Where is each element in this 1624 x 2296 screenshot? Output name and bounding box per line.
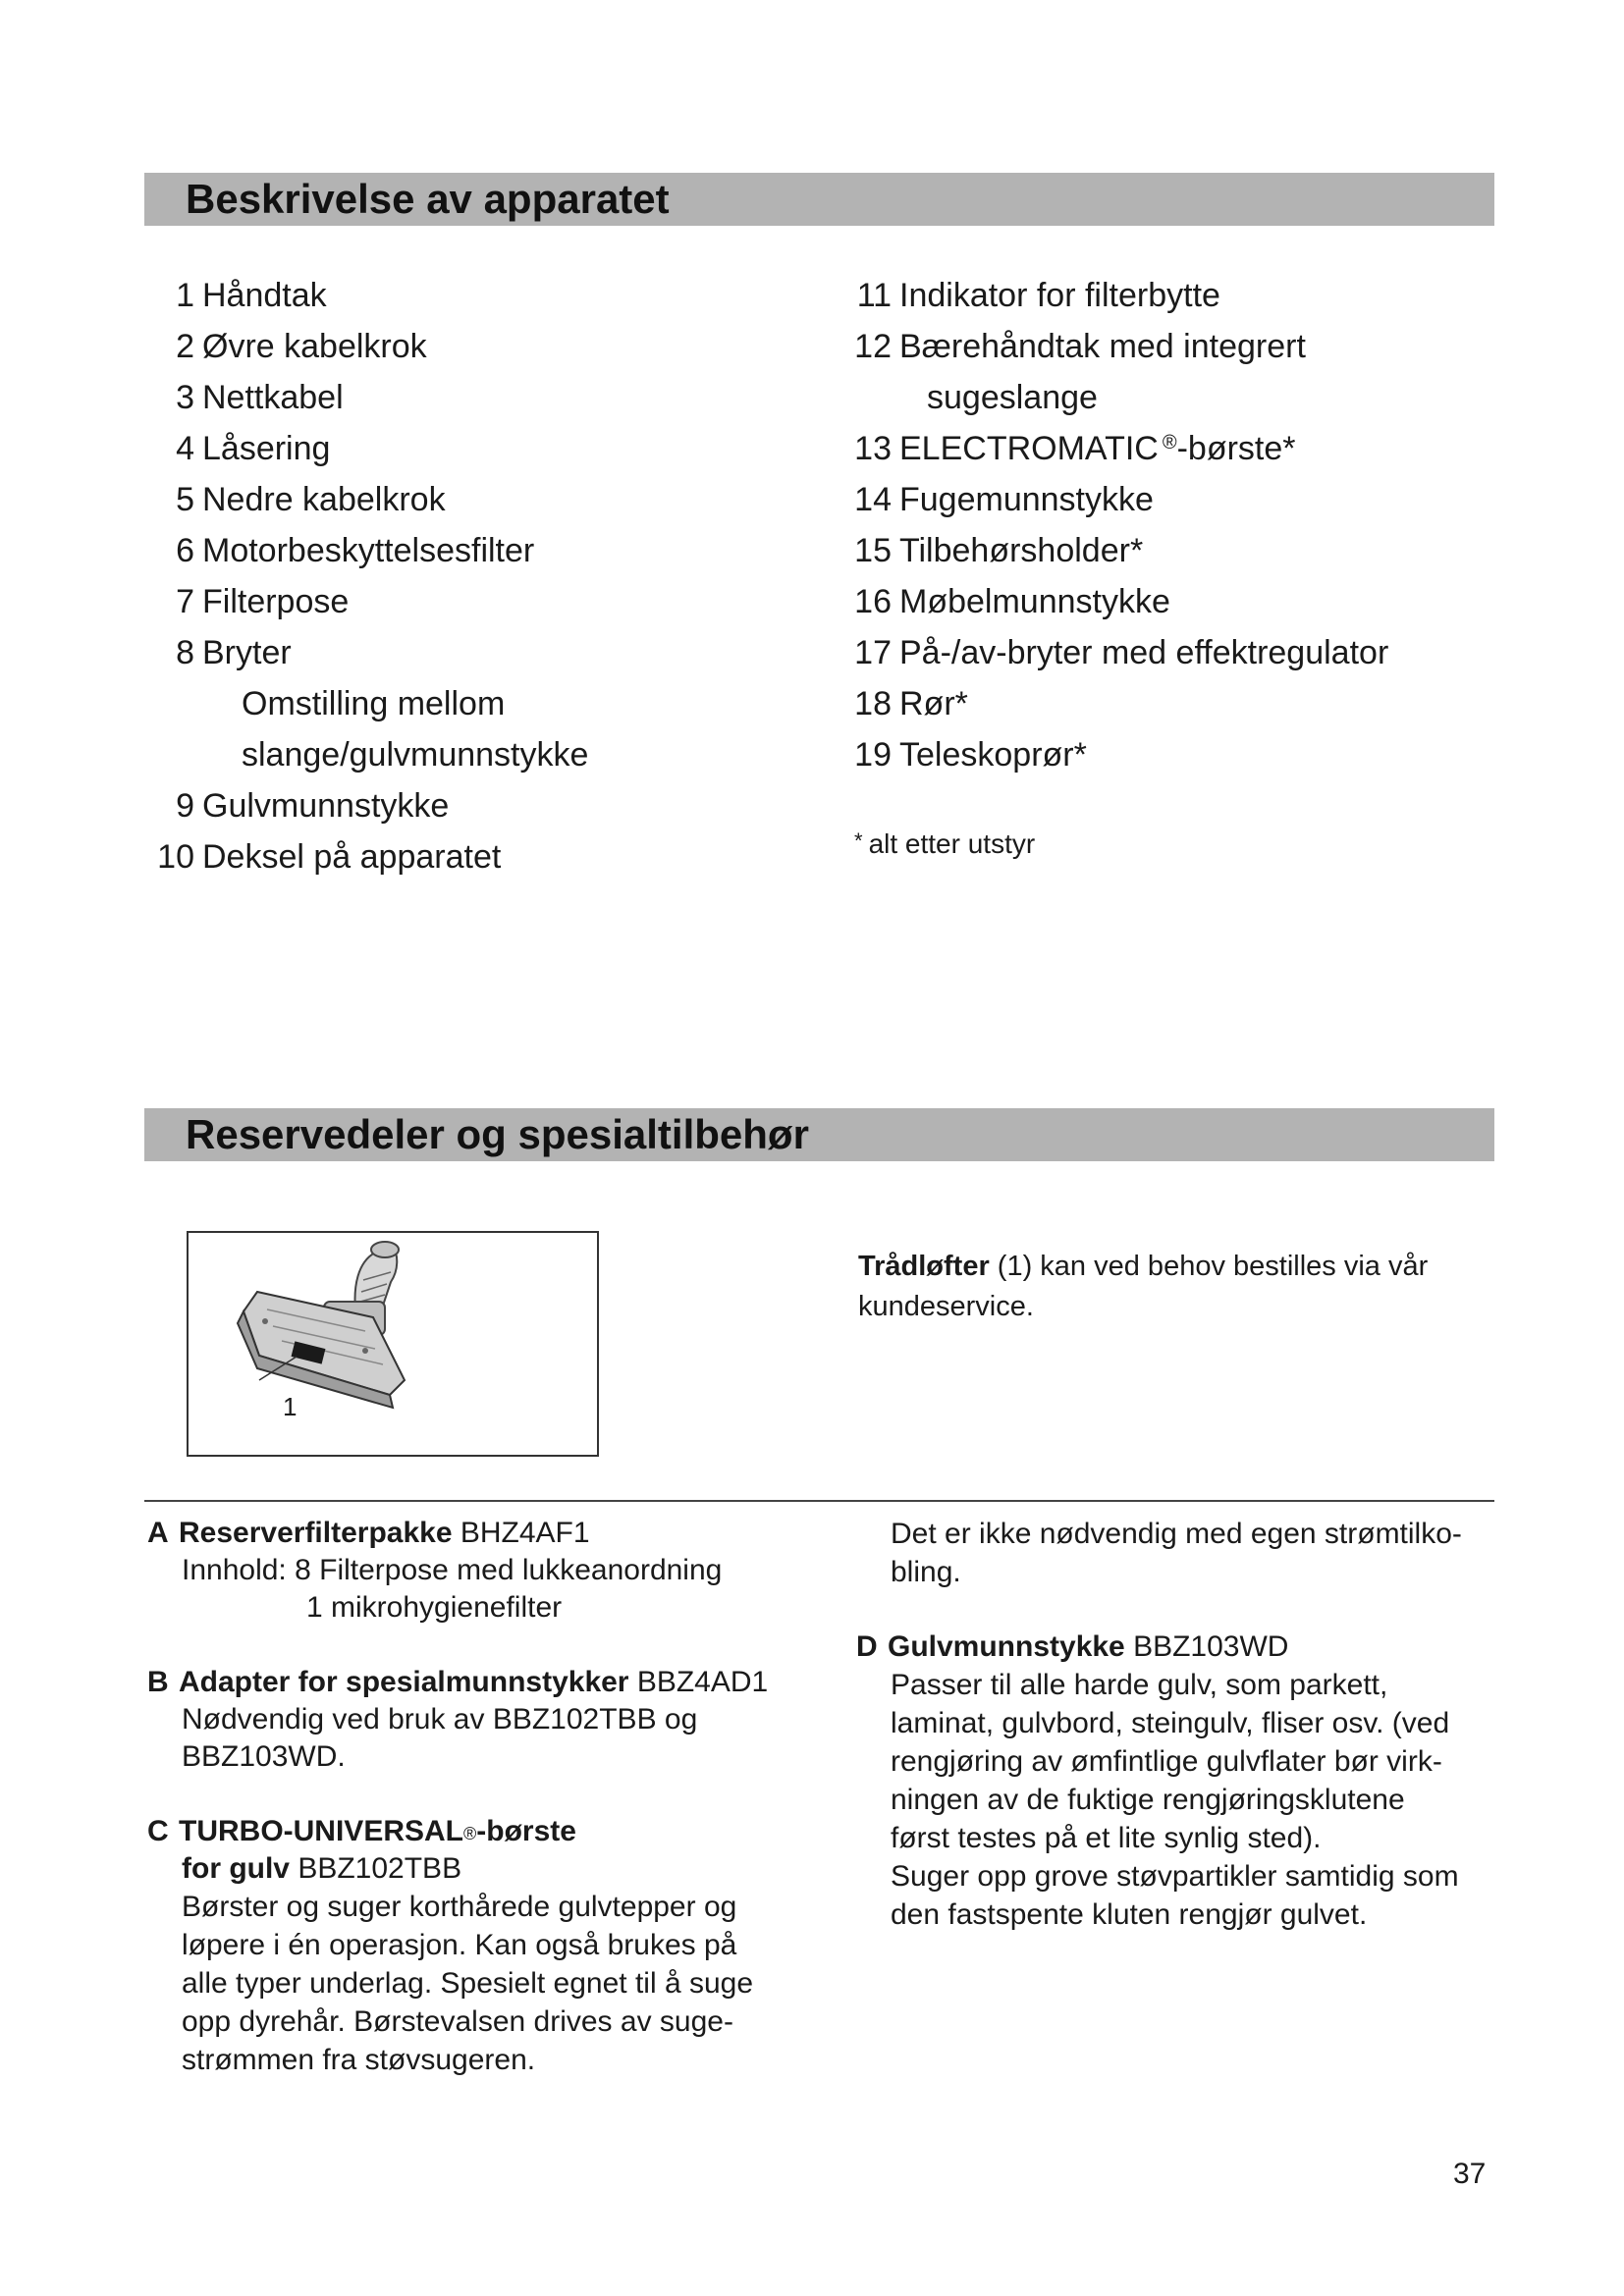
section-header-spare-parts	[144, 1108, 1494, 1161]
list-item-number: 3	[176, 379, 194, 416]
list-item-number: 8	[176, 634, 194, 671]
item-c-letter: C	[147, 1815, 169, 1847]
list-item	[844, 627, 1388, 678]
item-c-line: Børster og suger korthårede gulvtepper og	[182, 1891, 737, 1923]
list-item-number: 13	[854, 430, 892, 467]
list-item	[147, 423, 588, 474]
item-d	[856, 1629, 1524, 1934]
list-item-label: ELECTROMATIC	[899, 430, 1159, 467]
list-item	[844, 321, 1388, 372]
item-c-code: BBZ102TBB	[290, 1852, 462, 1885]
list-item-label: Håndtak	[202, 277, 327, 314]
list-item	[844, 474, 1388, 525]
list-item-number: 7	[176, 583, 194, 620]
list-item	[147, 780, 588, 831]
list-item	[844, 423, 1388, 474]
item-a-contents-2: 1 mikrohygienefilter	[306, 1591, 563, 1624]
item-c-title-1b: -børste	[476, 1815, 576, 1847]
item-c-line: opp dyrehår. Børstevalsen drives av suge-	[182, 2005, 733, 2038]
list-item	[147, 678, 588, 729]
item-a-code: BHZ4AF1	[452, 1517, 590, 1549]
list-item-number: 6	[176, 532, 194, 569]
item-b	[147, 1664, 815, 1776]
list-item	[844, 576, 1388, 627]
list-item-label: Teleskoprør*	[899, 736, 1087, 774]
list-item-continuation: Omstilling mellom	[242, 685, 506, 722]
list-item-number: 12	[854, 328, 892, 365]
item-d-description	[856, 1666, 1524, 1934]
list-item-label: Låsering	[202, 430, 331, 467]
list-item-label: Deksel på apparatet	[202, 838, 502, 876]
item-c-title-2: for gulv	[182, 1852, 290, 1885]
list-item-label: Motorbeskyttelsesfilter	[202, 532, 535, 569]
thread-lifter-note	[858, 1247, 1487, 1327]
list-item-label: Bryter	[202, 634, 292, 671]
item-b-title: Adapter for spesialmunnstykker	[179, 1666, 629, 1698]
item-a-letter: A	[147, 1517, 169, 1549]
list-item-continuation: sugeslange	[927, 379, 1098, 416]
list-item	[147, 627, 588, 678]
item-a	[147, 1515, 815, 1627]
list-item-label: Øvre kabelkrok	[202, 328, 427, 365]
item-c-continued-line: bling.	[891, 1556, 961, 1588]
list-item-number: 1	[176, 277, 194, 314]
footnote	[854, 828, 1035, 860]
list-item-label: Møbelmunnstykke	[899, 583, 1170, 620]
list-item	[844, 372, 1388, 423]
list-item-label: Nettkabel	[202, 379, 344, 416]
item-d-line: ningen av de fuktige rengjøringsklutene	[891, 1784, 1405, 1816]
list-item-number: 15	[854, 532, 892, 569]
item-d-line: laminat, gulvbord, steingulv, fliser osv. (ved	[891, 1707, 1450, 1739]
list-item	[147, 729, 588, 780]
floor-nozzle-drawing	[189, 1233, 597, 1455]
item-b-code: BBZ4AD1	[628, 1666, 769, 1698]
section-title-description: Beskrivelse av apparatet	[186, 176, 670, 222]
item-c-continued	[856, 1515, 1524, 1591]
item-d-line: den fastspente kluten rengjør gulvet.	[891, 1898, 1368, 1931]
item-d-line: først testes på et lite synlig sted).	[891, 1822, 1322, 1854]
list-item-label: Indikator for filterbytte	[899, 277, 1220, 314]
list-item	[147, 576, 588, 627]
item-c-line: strømmen fra støvsugeren.	[182, 2044, 536, 2076]
list-item	[147, 321, 588, 372]
list-item	[147, 372, 588, 423]
accessories-column-right	[856, 1515, 1524, 1971]
parts-list-left	[147, 270, 588, 882]
item-c-registered-mark: ®	[463, 1824, 477, 1843]
divider	[144, 1500, 1494, 1502]
list-item-label: Gulvmunnstykke	[202, 787, 450, 825]
item-c-line: alle typer underlag. Spesielt egnet til å suge	[182, 1967, 754, 2000]
list-item-label: Bærehåndtak med integrert	[899, 328, 1306, 365]
list-item-number: 5	[176, 481, 194, 518]
item-c-title-1: TURBO-UNIVERSAL	[179, 1815, 463, 1847]
item-b-body-1: Nødvendig ved bruk av BBZ102TBB og	[182, 1703, 698, 1735]
item-d-code: BBZ103WD	[1124, 1630, 1289, 1663]
item-a-title: Reserverfilterpakke	[179, 1517, 453, 1549]
list-item-label: På-/av-bryter med effektregulator	[899, 634, 1389, 671]
item-b-letter: B	[147, 1666, 169, 1698]
item-d-line: rengjøring av ømfintlige gulvflater bør virk-	[891, 1745, 1442, 1778]
list-item	[147, 474, 588, 525]
thread-lifter-title: Trådløfter	[858, 1251, 990, 1282]
list-item-label: Fugemunnstykke	[899, 481, 1154, 518]
footnote-text: alt etter utstyr	[868, 828, 1036, 859]
section-header-description	[144, 173, 1494, 226]
list-item-number: 4	[176, 430, 194, 467]
item-d-letter: D	[856, 1630, 878, 1663]
list-item-number: 11	[856, 277, 892, 314]
accessories-column-left	[147, 1515, 815, 2116]
list-item	[844, 729, 1388, 780]
registered-mark: ®	[1162, 432, 1177, 454]
item-c-continued-line: Det er ikke nødvendig med egen strømtilko-	[891, 1518, 1462, 1550]
section-title-spare-parts: Reservedeler og spesialtilbehør	[186, 1111, 809, 1157]
list-item-number: 16	[854, 583, 892, 620]
item-a-contents-1: Innhold: 8 Filterpose med lukkeanordning	[182, 1554, 723, 1586]
list-item-number: 2	[176, 328, 194, 365]
list-item-number: 9	[176, 787, 194, 825]
list-item-continuation: slange/gulvmunnstykke	[242, 736, 589, 774]
item-c	[147, 1813, 815, 2079]
list-item	[844, 525, 1388, 576]
page-number: 37	[1453, 2158, 1487, 2190]
list-item	[147, 831, 588, 882]
item-d-line: Suger opp grove støvpartikler samtidig som	[891, 1860, 1459, 1893]
list-item-number: 17	[854, 634, 892, 671]
floor-nozzle-illustration	[187, 1231, 599, 1457]
footnote-star: *	[854, 828, 863, 853]
item-d-line: Passer til alle harde gulv, som parkett,	[891, 1669, 1388, 1701]
list-item-label: Filterpose	[202, 583, 350, 620]
list-item	[147, 270, 588, 321]
list-item-number: 10	[157, 838, 194, 876]
figure-callout-label: 1	[283, 1392, 298, 1421]
list-item-number: 19	[854, 736, 892, 774]
list-item-label: Rør*	[899, 685, 968, 722]
list-item-number: 14	[854, 481, 892, 518]
list-item	[147, 525, 588, 576]
item-c-description	[147, 1888, 815, 2079]
list-item	[844, 270, 1388, 321]
item-d-title: Gulvmunnstykke	[888, 1630, 1125, 1663]
thread-lifter-text: (1) kan ved behov bestilles via vår kundeservice.	[858, 1251, 1429, 1322]
item-b-body-2: BBZ103WD.	[182, 1740, 346, 1773]
parts-list-right	[844, 270, 1388, 780]
list-item-label: Tilbehørsholder*	[899, 532, 1144, 569]
list-item-number: 18	[854, 685, 892, 722]
list-item-label: Nedre kabelkrok	[202, 481, 446, 518]
list-item	[844, 678, 1388, 729]
item-c-line: løpere i én operasjon. Kan også brukes på	[182, 1929, 737, 1961]
list-item-suffix: -børste*	[1176, 430, 1296, 467]
